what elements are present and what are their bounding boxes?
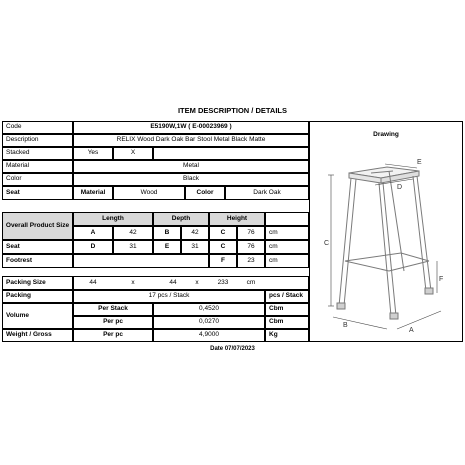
label-stacked: Stacked xyxy=(2,147,73,160)
header-depth: Depth xyxy=(153,212,209,226)
label-code: Code xyxy=(2,121,73,134)
label-volume: Volume xyxy=(2,303,73,329)
seat-material-value: Wood xyxy=(113,186,185,200)
label-color: Color xyxy=(2,173,73,186)
value-color: Black xyxy=(73,173,309,186)
dim-e-label: E xyxy=(153,240,181,254)
value-description: RELIX Wood Dark Oak Bar Stool Metal Black Matte xyxy=(73,134,309,147)
drawing-label-c: C xyxy=(324,240,330,247)
weight-value: 4,9000 xyxy=(153,329,265,342)
footer-date: Date 07/07/2023 xyxy=(210,346,255,352)
dim-d-label: D xyxy=(73,240,113,254)
packing-x1: x xyxy=(131,278,135,286)
label-overall-size: Overall Product Size xyxy=(2,212,73,240)
header-length: Length xyxy=(73,212,153,226)
label-description: Description xyxy=(2,134,73,147)
dim-e-value: 31 xyxy=(181,240,209,254)
volume-per-stack-unit: Cbm xyxy=(265,303,309,316)
dim-c-label: C xyxy=(209,226,237,240)
label-material: Material xyxy=(2,160,73,173)
volume-per-pc-unit: Cbm xyxy=(265,316,309,329)
dim-seat-c-value: 76 xyxy=(237,240,265,254)
dim-a-value: 42 xyxy=(113,226,153,240)
label-packing-size: Packing Size xyxy=(2,276,73,290)
dim-f-label: F xyxy=(209,254,237,268)
weight-unit: Kg xyxy=(265,329,309,342)
seat-color-value: Dark Oak xyxy=(225,186,309,200)
value-material: Metal xyxy=(73,160,309,173)
drawing-title: Drawing xyxy=(373,130,399,138)
packing-height: 233 xyxy=(217,278,229,286)
drawing-label-b: B xyxy=(343,322,348,329)
value-code: E5190W,1W ( E-00023969 ) xyxy=(73,121,309,134)
seat-material-label: Material xyxy=(73,186,113,200)
volume-per-pc-value: 0,0270 xyxy=(153,316,265,329)
label-footrest: Footrest xyxy=(2,254,73,268)
dim-c-value: 76 xyxy=(237,226,265,240)
dim-overall-unit: cm xyxy=(265,226,309,240)
empty-cell xyxy=(265,212,309,226)
label-seat-dims: Seat xyxy=(2,240,73,254)
packing-value: 17 pcs / Stack xyxy=(73,290,265,303)
dim-seat-unit: cm xyxy=(265,240,309,254)
spec-sheet xyxy=(0,121,465,355)
label-seat: Seat xyxy=(2,186,73,200)
drawing-label-d: D xyxy=(397,184,403,191)
dim-f-value: 23 xyxy=(237,254,265,268)
weight-per-pc-label: Per pc xyxy=(73,329,153,342)
empty-cell xyxy=(153,147,309,160)
dim-d-value: 31 xyxy=(113,240,153,254)
drawing-label-e: E xyxy=(417,159,422,166)
dim-seat-c-label: C xyxy=(209,240,237,254)
stool-drawing xyxy=(309,121,463,342)
packing-size-unit: cm xyxy=(246,278,256,286)
packing-width: 44 xyxy=(169,278,177,286)
volume-per-stack-value: 0,4520 xyxy=(153,303,265,316)
packing-x2: x xyxy=(195,278,199,286)
volume-per-stack-label: Per Stack xyxy=(73,303,153,316)
dim-a-label: A xyxy=(73,226,113,240)
page-title: ITEM DESCRIPTION / DETAILS xyxy=(177,106,288,115)
drawing-label-a: A xyxy=(409,327,414,334)
dim-b-value: 42 xyxy=(181,226,209,240)
label-packing: Packing xyxy=(2,290,73,303)
value-stacked-x: X xyxy=(113,147,153,160)
seat-color-label: Color xyxy=(185,186,225,200)
drawing-label-f: F xyxy=(439,276,444,283)
dim-footrest-unit: cm xyxy=(265,254,309,268)
dim-b-label: B xyxy=(153,226,181,240)
empty-cell xyxy=(73,254,209,268)
header-height: Height xyxy=(209,212,265,226)
volume-per-pc-label: Per pc xyxy=(73,316,153,329)
packing-length: 44 xyxy=(89,278,97,286)
value-stacked-yes: Yes xyxy=(73,147,113,160)
label-weight: Weight / Gross xyxy=(2,329,73,342)
packing-unit: pcs / Stack xyxy=(265,290,309,303)
